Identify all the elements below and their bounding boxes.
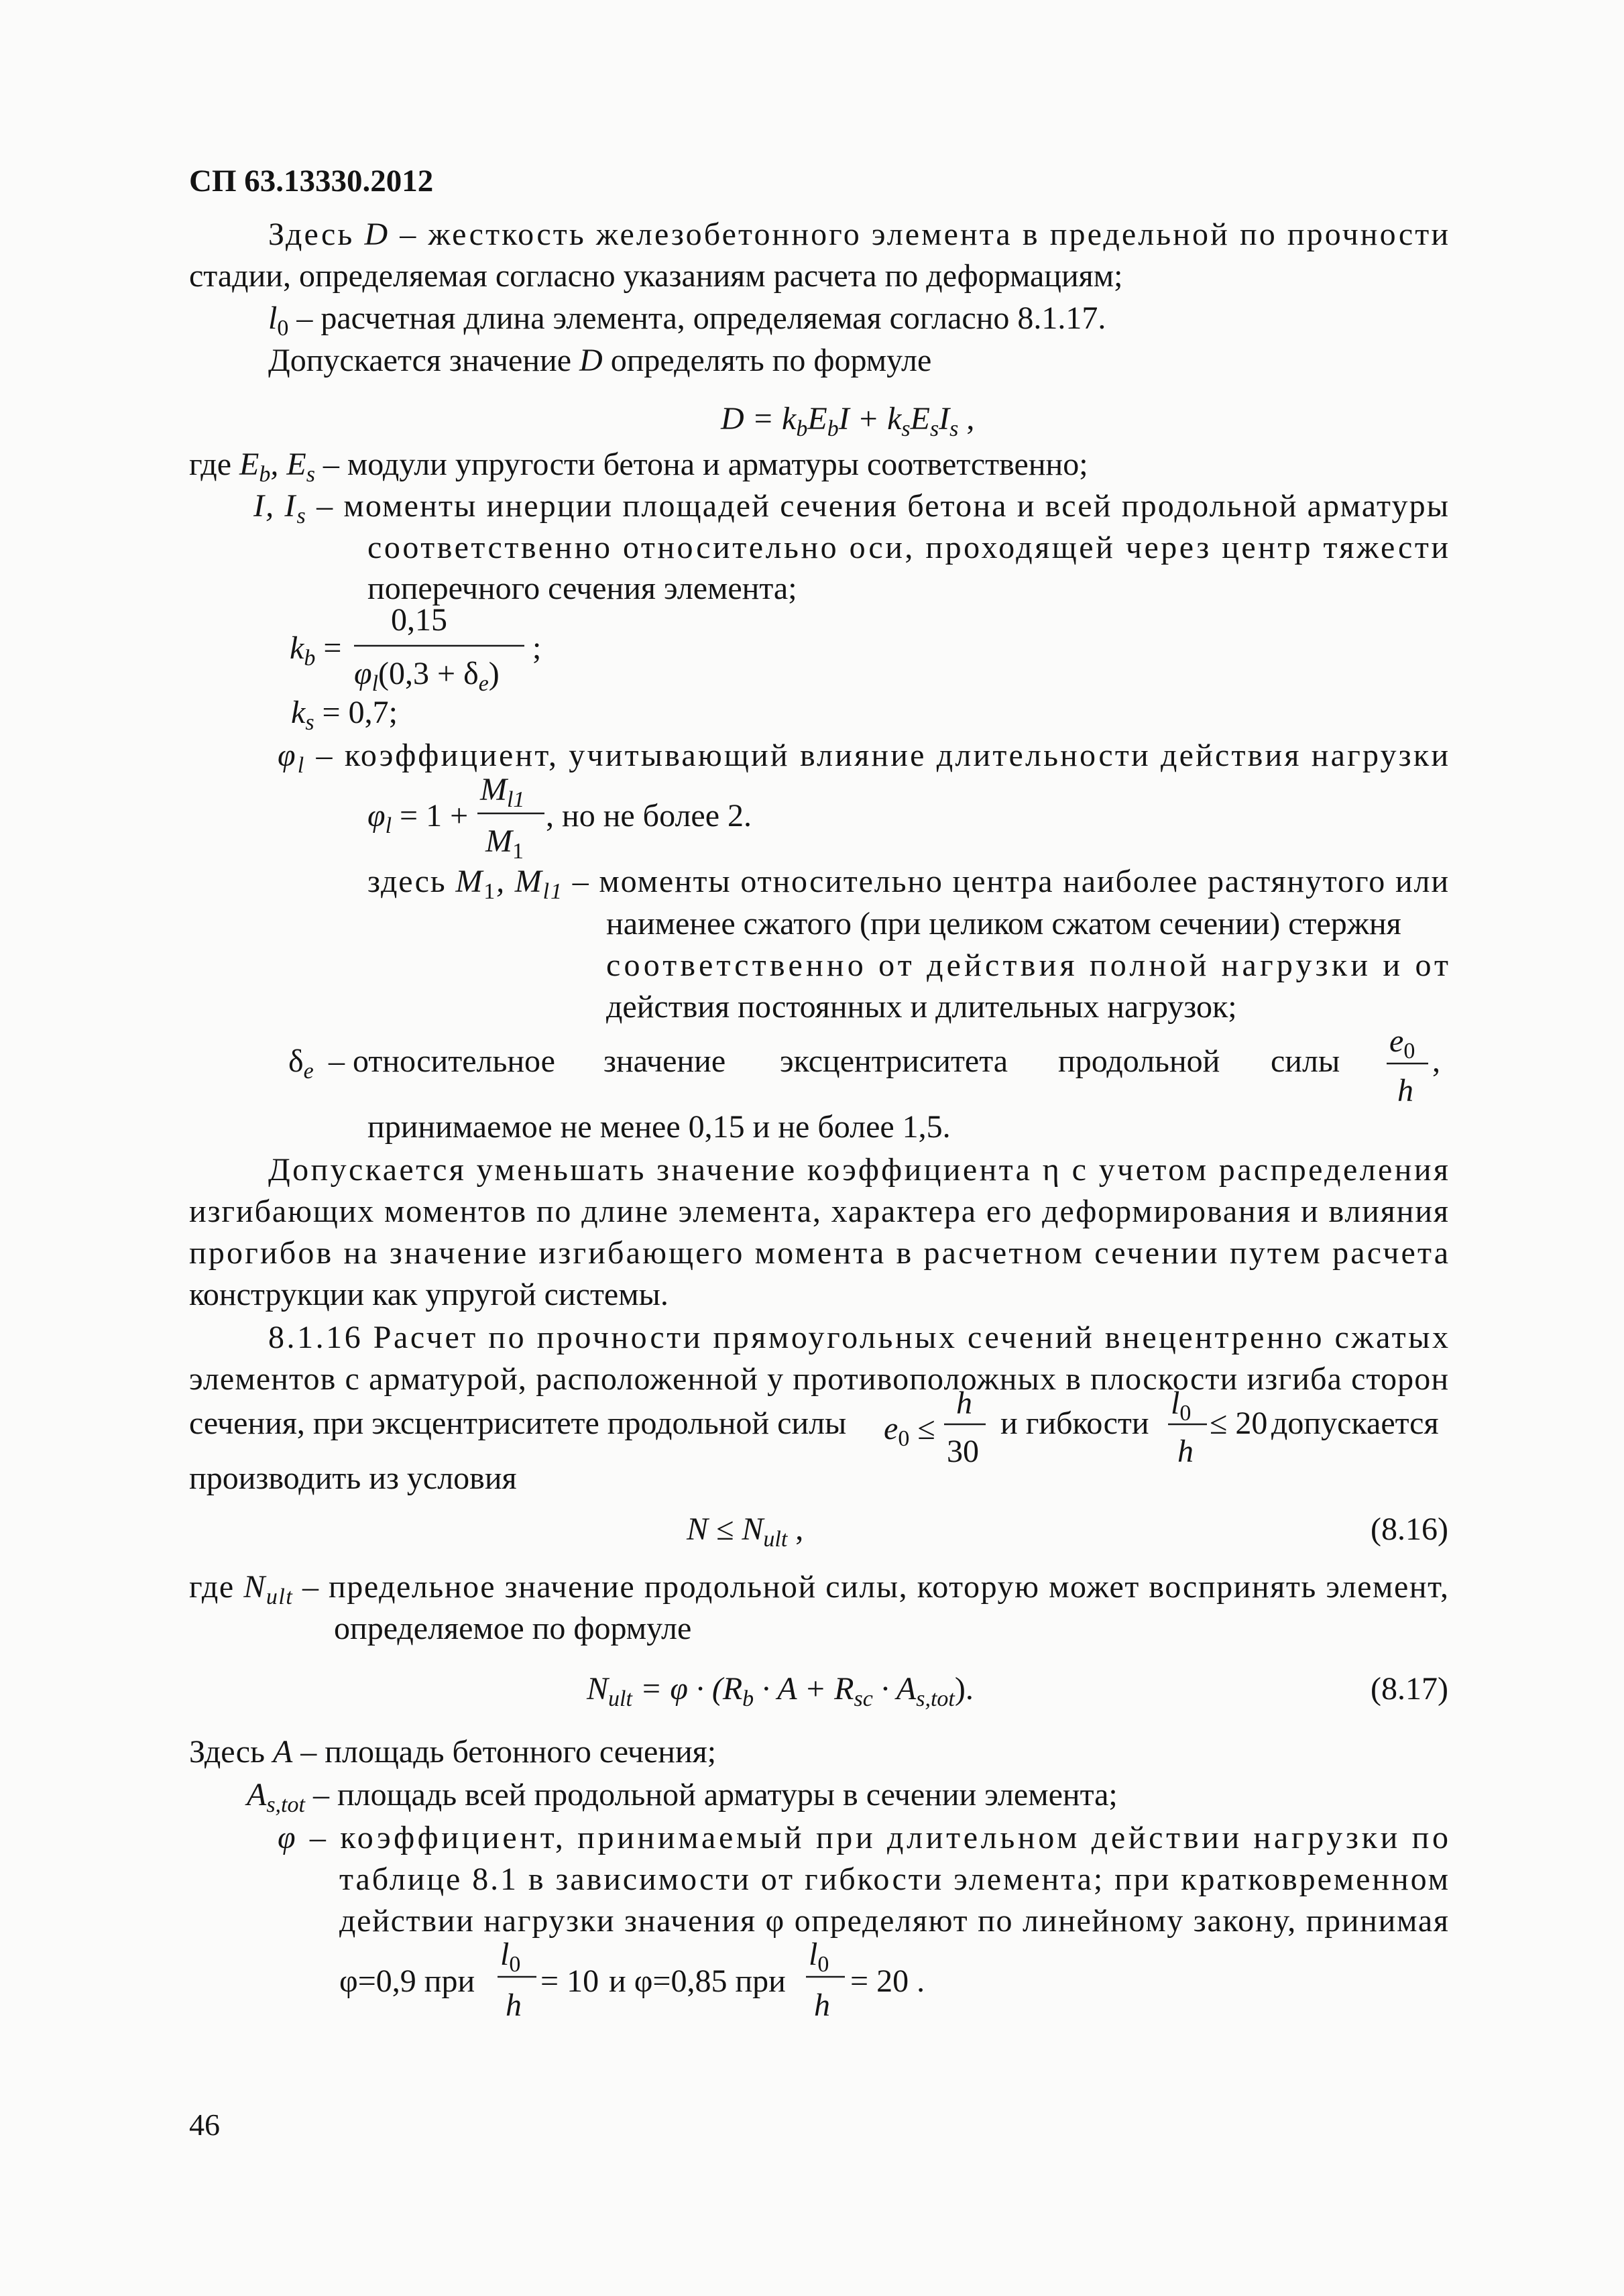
formula-d: $D = k_bE_bI + k_sE_sI_s$ , xyxy=(721,401,975,441)
formula-kb-symbol: $k_b$ = xyxy=(290,630,342,671)
definition-delta-e-word-3: эксцентриситета xyxy=(780,1043,1008,1079)
definition-phi-line4-b: и φ=0,85 при xyxy=(609,1963,786,1999)
definition-delta-e-word-1: – относительное xyxy=(329,1043,555,1079)
document-header: СП 63.13330.2012 xyxy=(189,164,434,198)
section-8-1-16-line1: 8.1.16 Расчет по прочности прямоугольных сечений внецентренно сжатых xyxy=(268,1320,1449,1355)
formula-ks: $k_s = 0,7$; xyxy=(291,695,398,735)
equation-8-17: $N_{ult} = \varphi \cdot (R_b \cdot A + R_{sc} \cdot A_{s,tot})$. xyxy=(587,1671,974,1711)
definition-delta-e-comma: , xyxy=(1432,1043,1440,1079)
definition-phi-l0-b: $l_0$ xyxy=(809,1937,829,1977)
paragraph-eta-line1: Допускается уменьшать значение коэффициента η с учетом распределения xyxy=(268,1152,1449,1188)
formula-kb-semicolon: ; xyxy=(532,630,542,666)
definition-phi-l0-a: $l_0$ xyxy=(500,1937,521,1977)
definition-a: Здесь A – площадь бетонного сечения; xyxy=(189,1734,717,1770)
definition-delta-e-symbol: $\delta_e$ xyxy=(288,1043,314,1084)
definition-inertia-line2: соответственно относительно оси, проходящей через центр тяжести xyxy=(367,530,1448,565)
definition-moments-line4: действия постоянных и длительных нагрузок; xyxy=(606,989,1237,1025)
definition-delta-e-frac-den: h xyxy=(1397,1073,1413,1108)
definition-delta-e-line2: принимаемое не менее 0,15 и не более 1,5. xyxy=(367,1109,951,1145)
section-8-1-16-line4: производить из условия xyxy=(189,1460,517,1496)
definition-n-ult-line1: где $N_{ult}$ – предельное значение продольной силы, которую может воспринять элемент, xyxy=(189,1569,1448,1609)
section-8-1-16-30: 30 xyxy=(947,1434,979,1469)
definition-delta-e-frac-num: $e_0$ xyxy=(1389,1023,1415,1064)
definition-phi-h-a: h xyxy=(506,1988,522,2023)
section-8-1-16-e0: $e_0$ ≤ xyxy=(884,1411,935,1451)
equation-8-17-number: (8.17) xyxy=(1371,1671,1448,1707)
definition-phi-line4-a: φ=0,9 при xyxy=(339,1963,475,1999)
definition-phi-h-b: h xyxy=(814,1988,830,2023)
paragraph-eta-line2: изгибающих моментов по длине элемента, характера его деформирования и влияния xyxy=(189,1194,1448,1229)
definition-moments-line2: наименее сжатого (при целиком сжатом сечении) стержня xyxy=(606,906,1401,941)
paragraph-d-line2: стадии, определяемая согласно указаниям расчета по деформациям; xyxy=(189,258,1123,294)
definition-delta-e-word-2: значение xyxy=(603,1043,726,1079)
definition-phi-l: $\varphi_l$ – коэффициент, учитывающий влияние длительности действия нагрузки xyxy=(278,738,1448,778)
definition-phi-eq10: = 10 xyxy=(540,1963,599,1999)
equation-8-16-number: (8.16) xyxy=(1371,1511,1448,1547)
paragraph-eta-line4: конструкции как упругой системы. xyxy=(189,1277,669,1312)
definition-phi-eq20: = 20 . xyxy=(850,1963,925,1999)
formula-phi-l-lhs: $\varphi_l = 1$ + xyxy=(367,798,469,838)
definition-moments-line1: здесь $M_1$, $M_{l1}$ – моменты относительно центра наиболее растянутого или xyxy=(367,864,1448,904)
definition-inertia-line1: I, $I_s$ – моменты инерции площадей сечения бетона и всей продольной арматуры xyxy=(253,488,1448,528)
paragraph-d-line1: Здесь D – жесткость железобетонного элемента в предельной по прочности xyxy=(268,217,1448,252)
equation-8-16: $N \le N_{ult}$ , xyxy=(687,1511,804,1552)
definition-phi-line2: таблице 8.1 в зависимости от гибкости элемента; при кратковременном xyxy=(339,1861,1448,1897)
formula-phi-l-denominator: $M_1$ xyxy=(485,823,524,864)
definition-n-ult-line2: определяемое по формуле xyxy=(334,1611,692,1646)
formula-phi-l-numerator: $M_{l1}$ xyxy=(480,772,525,812)
definition-moduli: где $E_b$, $E_s$ – модули упругости бетона и арматуры соответственно; xyxy=(189,447,1088,487)
page-number: 46 xyxy=(189,2108,220,2142)
definition-a-s-tot: $A_{s,tot}$ – площадь всей продольной арматуры в сечении элемента; xyxy=(247,1777,1118,1817)
formula-kb-numerator: 0,15 xyxy=(391,602,447,638)
definition-delta-e-word-4: продольной xyxy=(1058,1043,1220,1079)
section-8-1-16-l0: $l_0$ xyxy=(1171,1385,1192,1426)
definition-moments-line3: соответственно от действия полной нагрузки и от xyxy=(606,948,1448,983)
formula-kb-denominator: $\varphi_l(0,3 + \delta_e)$ xyxy=(354,656,500,696)
paragraph-d-formula-intro: Допускается значение D определять по формуле xyxy=(268,343,932,378)
definition-inertia-line3: поперечного сечения элемента; xyxy=(367,571,797,606)
section-8-1-16-line3-b: и гибкости xyxy=(1000,1405,1149,1441)
formula-phi-l-tail: , но не более 2. xyxy=(546,798,752,834)
section-8-1-16-line3-c: допускается xyxy=(1271,1405,1439,1441)
section-8-1-16-le20: ≤ 20 xyxy=(1210,1405,1268,1441)
paragraph-l0: $l_0$ – расчетная длина элемента, определяемая согласно 8.1.17. xyxy=(268,300,1106,341)
section-8-1-16-h2: h xyxy=(1177,1434,1194,1469)
definition-delta-e-word-5: силы xyxy=(1271,1043,1340,1079)
definition-phi-line3: действии нагрузки значения φ определяют по линейному закону, принимая xyxy=(339,1903,1448,1939)
definition-phi-line1: φ – коэффициент, принимаемый при длительном действии нагрузки по xyxy=(278,1820,1448,1855)
section-8-1-16-line3-a: сечения, при эксцентриситете продольной силы xyxy=(189,1405,847,1441)
section-8-1-16-h: h xyxy=(956,1385,972,1421)
paragraph-eta-line3: прогибов на значение изгибающего момента в расчетном сечении путем расчета xyxy=(189,1235,1448,1271)
section-8-1-16-line2: элементов с арматурой, расположенной у противоположных в плоскости изгиба сторон xyxy=(189,1361,1448,1397)
